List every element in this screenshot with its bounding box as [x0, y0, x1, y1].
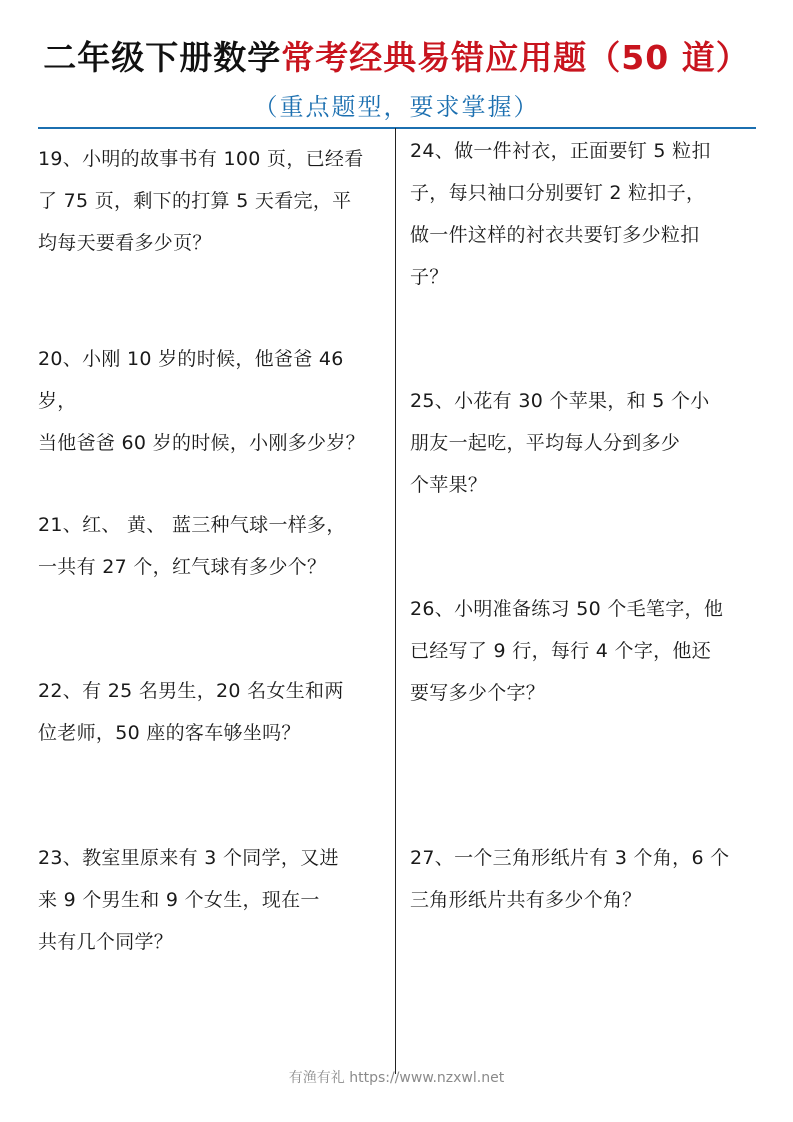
header-rule	[38, 127, 756, 129]
question-20: 20、小刚 10 岁的时候，他爸爸 46 岁， 当他爸爸 60 岁的时候，小刚多少岁？	[38, 348, 365, 454]
question-22: 22、有 25 名男生，20 名女生和两 位老师，50 座的客车够坐吗？	[38, 680, 344, 744]
footer-watermark: 有渔有礼 https://www.nzxwl.net	[288, 1070, 505, 1086]
page-subtitle: （重点题型，要求掌握）	[253, 93, 540, 121]
question-26: 26、小明准备练习 50 个毛笔字，他 已经写了 9 行，每行 4 个字，他还 要写多少个字？	[410, 598, 724, 704]
question-21: 21、红、 黄、 蓝三种气球一样多， 一共有 27 个，红气球有多少个？	[38, 514, 346, 578]
question-25: 25、小花有 30 个苹果，和 5 个小 朋友一起吃，平均每人分到多少 个苹果？	[410, 390, 710, 496]
column-divider	[395, 128, 396, 1074]
title-highlight: 常考经典易错应用题（50 道）	[281, 38, 750, 77]
title-main: 二年级下册数学	[43, 38, 282, 77]
question-24: 24、做一件衬衣，正面要钉 5 粒扣 子，每只袖口分别要钉 2 粒扣子， 做一件这样的衬衣共要钉多少粒扣 子？	[410, 140, 711, 288]
question-19: 19、小明的故事书有 100 页，已经看 了 75 页，剩下的打算 5 天看完，平 均每天要看多少页？	[38, 148, 364, 254]
question-23: 23、教室里原来有 3 个同学，又进 来 9 个男生和 9 个女生，现在一 共有几个同学？	[38, 847, 339, 953]
question-27: 27、一个三角形纸片有 3 个角，6 个 三角形纸片共有多少个角？	[410, 847, 730, 911]
page-title	[0, 36, 793, 80]
